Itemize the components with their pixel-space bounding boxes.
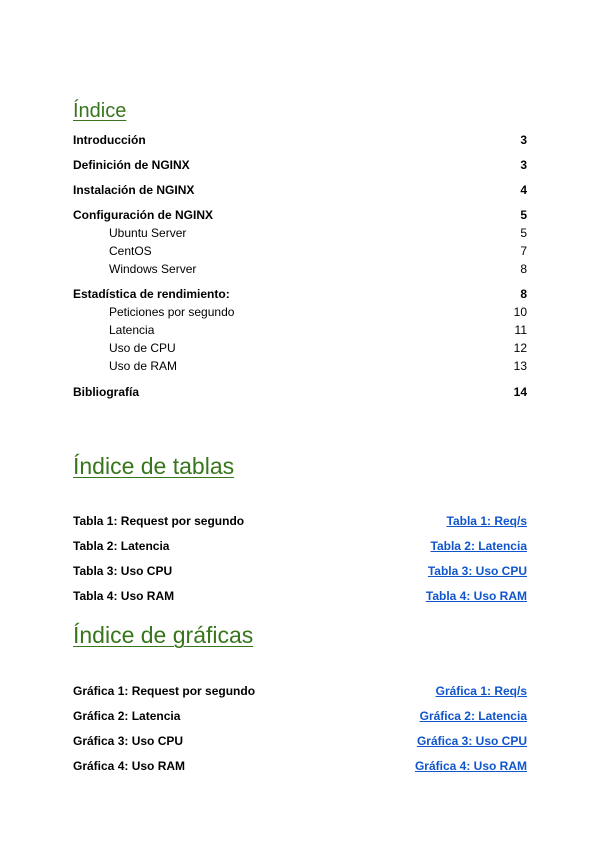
table-index-link[interactable]: Tabla 1: Req/s bbox=[446, 514, 527, 528]
toc-entry-estadistica[interactable] bbox=[73, 286, 527, 302]
table-index-link[interactable]: Tabla 2: Latencia bbox=[430, 539, 527, 553]
table-index-entry bbox=[73, 588, 527, 604]
toc-entry-label: Instalación de NGINX bbox=[73, 183, 195, 197]
toc-subentry-centos[interactable] bbox=[73, 243, 527, 259]
toc-entry-label: Estadística de rendimiento: bbox=[73, 287, 230, 301]
toc-entry-configuracion[interactable] bbox=[73, 207, 527, 223]
toc-entry-page: 4 bbox=[520, 183, 527, 197]
toc-entry-label: Uso de CPU bbox=[109, 341, 176, 355]
table-index-label: Tabla 2: Latencia bbox=[73, 539, 170, 553]
toc-subentry-ubuntu[interactable] bbox=[73, 225, 527, 241]
chart-index-label: Gráfica 2: Latencia bbox=[73, 709, 181, 723]
toc-entry-page: 8 bbox=[520, 262, 527, 276]
charts-index-heading: Índice de gráficas bbox=[73, 622, 254, 648]
toc-entry-label: CentOS bbox=[109, 244, 152, 258]
toc-entry-label: Windows Server bbox=[109, 262, 197, 276]
toc-entry-label: Peticiones por segundo bbox=[109, 305, 235, 319]
chart-index-entry bbox=[73, 708, 527, 724]
table-index-entry bbox=[73, 538, 527, 554]
toc-entry-page: 12 bbox=[513, 341, 527, 355]
chart-index-label: Gráfica 1: Request por segundo bbox=[73, 684, 256, 698]
toc-subentry-windows[interactable] bbox=[73, 261, 527, 277]
toc-entry-page: 13 bbox=[513, 359, 527, 373]
chart-index-entry bbox=[73, 758, 527, 774]
toc-entry-page: 3 bbox=[520, 158, 527, 172]
toc-entry-definicion[interactable] bbox=[73, 157, 527, 173]
table-index-label: Tabla 4: Uso RAM bbox=[73, 589, 175, 603]
toc-entry-label: Ubuntu Server bbox=[109, 226, 187, 240]
toc-entry-page: 5 bbox=[520, 208, 527, 222]
toc-entry-instalacion[interactable] bbox=[73, 182, 527, 198]
table-index-label: Tabla 1: Request por segundo bbox=[73, 514, 245, 528]
toc-subentry-peticiones[interactable] bbox=[73, 304, 527, 320]
toc-entry-label: Configuración de NGINX bbox=[73, 208, 214, 222]
chart-index-entry bbox=[73, 683, 527, 699]
toc-entry-page: 5 bbox=[520, 226, 527, 240]
toc-entry-label: Bibliografía bbox=[73, 385, 140, 399]
toc-entry-page: 8 bbox=[520, 287, 527, 301]
table-index-link[interactable]: Tabla 3: Uso CPU bbox=[427, 564, 527, 578]
toc-entry-label: Definición de NGINX bbox=[73, 158, 190, 172]
toc-entry-introduccion[interactable] bbox=[73, 132, 527, 148]
chart-index-link[interactable]: Gráfica 3: Uso CPU bbox=[416, 734, 527, 748]
table-index-label: Tabla 3: Uso CPU bbox=[73, 564, 173, 578]
toc-entry-bibliografia[interactable] bbox=[73, 384, 527, 400]
toc-subentry-ram[interactable] bbox=[73, 358, 527, 374]
toc-subentry-latencia[interactable] bbox=[73, 322, 527, 338]
toc-entry-label: Uso de RAM bbox=[109, 359, 178, 373]
table-index-link[interactable]: Tabla 4: Uso RAM bbox=[425, 589, 527, 603]
toc-entry-page: 3 bbox=[520, 133, 527, 147]
toc-subentry-cpu[interactable] bbox=[73, 340, 527, 356]
toc-entry-label: Latencia bbox=[109, 323, 155, 337]
toc-entry-page: 7 bbox=[520, 244, 527, 258]
toc-heading: Índice bbox=[73, 100, 127, 122]
table-index-entry bbox=[73, 513, 527, 529]
chart-index-label: Gráfica 4: Uso RAM bbox=[73, 759, 186, 773]
chart-index-label: Gráfica 3: Uso CPU bbox=[73, 734, 184, 748]
toc-entry-label: Introducción bbox=[73, 133, 146, 147]
toc-entry-page: 10 bbox=[513, 305, 527, 319]
chart-index-entry bbox=[73, 733, 527, 749]
chart-index-link[interactable]: Gráfica 1: Req/s bbox=[435, 684, 527, 698]
toc-entry-page: 14 bbox=[513, 385, 527, 399]
toc-entry-page: 11 bbox=[514, 323, 527, 337]
chart-index-link[interactable]: Gráfica 4: Uso RAM bbox=[414, 759, 527, 773]
tables-index-heading: Índice de tablas bbox=[73, 453, 235, 479]
chart-index-link[interactable]: Gráfica 2: Latencia bbox=[419, 709, 527, 723]
table-index-entry bbox=[73, 563, 527, 579]
